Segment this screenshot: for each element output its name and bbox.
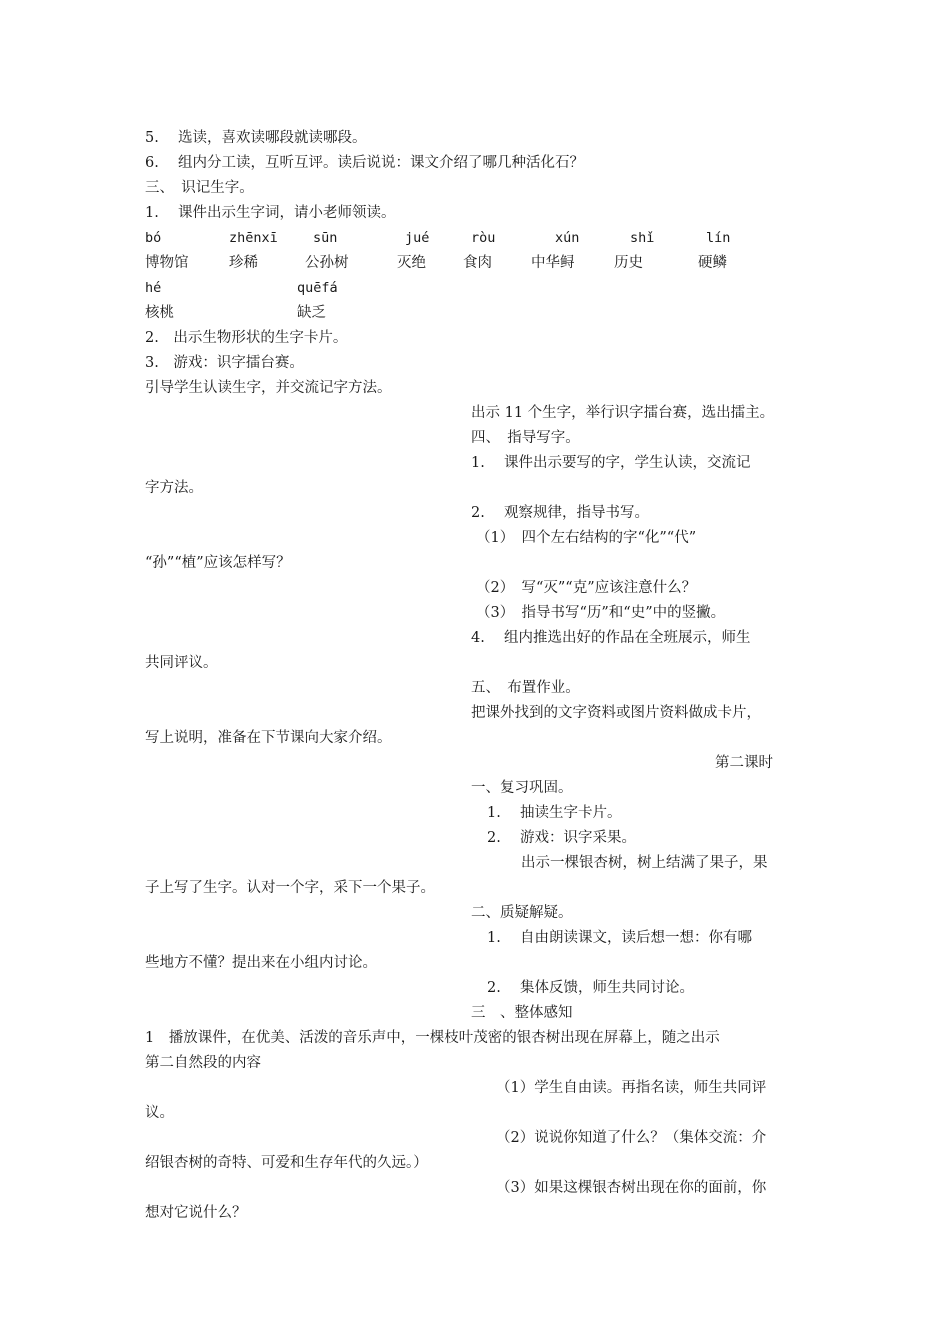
pinyin: jué — [405, 230, 430, 246]
section-heading: 二、质疑解疑。 — [471, 905, 573, 921]
text-line: 出示 11 个生字，举行识字擂台赛，选出擂主。 — [471, 405, 775, 421]
pinyin: bó — [145, 230, 162, 246]
text-line: 1. 课件出示生字词，请小老师领读。 — [145, 205, 396, 221]
vocab-word: 食肉 — [463, 255, 492, 271]
section-heading: 四、 指导写字。 — [471, 430, 580, 446]
pinyin: zhēnxī — [229, 230, 278, 246]
text-line: 6. 组内分工读，互听互评。读后说说：课文介绍了哪几种活化石？ — [145, 155, 584, 171]
text-line: （1）学生自由读。再指名读，师生共同评 — [496, 1080, 767, 1096]
text-line: 2. 出示生物形状的生字卡片。 — [145, 330, 348, 346]
vocab-word: 灭绝 — [397, 255, 426, 271]
text-line: 5. 选读，喜欢读哪段就读哪段。 — [145, 130, 367, 146]
text-line: 4. 组内推选出好的作品在全班展示，师生 — [471, 630, 751, 646]
text-line: （2）说说你知道了什么？（集体交流：介 — [496, 1130, 767, 1146]
pinyin: xún — [555, 230, 580, 246]
text-line: 1 播放课件，在优美、活泼的音乐声中，一棵枝叶茂密的银杏树出现在屏幕上，随之出示 — [145, 1030, 720, 1046]
text-line: 1. 课件出示要写的字，学生认读，交流记 — [471, 455, 751, 471]
text-line: （1） 四个左右结构的字“化”“代” — [476, 530, 697, 546]
vocab-word: 缺乏 — [297, 305, 326, 321]
section-heading: 一、复习巩固。 — [471, 780, 573, 796]
pinyin: ròu — [471, 230, 496, 246]
text-line: 2. 游戏：识字采果。 — [487, 830, 636, 846]
text-line: 共同评议。 — [145, 655, 218, 671]
text-line: “孙”“植”应该怎样写？ — [145, 555, 291, 571]
text-line: 把课外找到的文字资料或图片资料做成卡片， — [471, 705, 761, 721]
section-heading: 三、 识记生字。 — [145, 180, 254, 196]
vocab-word: 珍稀 — [229, 255, 258, 271]
text-line: （2） 写“灭”“克”应该注意什么？ — [476, 580, 697, 596]
text-line: 些地方不懂？提出来在小组内讨论。 — [145, 955, 377, 971]
section-heading: 三 、整体感知 — [471, 1005, 573, 1021]
text-line: 1. 自由朗读课文，读后想一想：你有哪 — [487, 930, 752, 946]
text-line: 议。 — [145, 1105, 174, 1121]
text-line: 3. 游戏：识字擂台赛。 — [145, 355, 304, 371]
text-line: （3） 指导书写“历”和“史”中的竖撇。 — [476, 605, 726, 621]
text-line: 1. 抽读生字卡片。 — [487, 805, 622, 821]
text-line: 写上说明，准备在下节课向大家介绍。 — [145, 730, 392, 746]
text-line: 引导学生认读生字，并交流记字方法。 — [145, 380, 392, 396]
vocab-word: 核桃 — [145, 305, 174, 321]
section-heading: 五、 布置作业。 — [471, 680, 580, 696]
pinyin: lín — [706, 230, 731, 246]
vocab-word: 历史 — [614, 255, 643, 271]
text-line: 想对它说什么？ — [145, 1205, 247, 1221]
text-line: 绍银杏树的奇特、可爱和生存年代的久远。） — [145, 1155, 428, 1171]
text-line: 出示一棵银杏树，树上结满了果子，果 — [521, 855, 768, 871]
pinyin: quēfá — [297, 280, 338, 296]
text-line: 2. 集体反馈，师生共同讨论。 — [487, 980, 694, 996]
text-line: 子上写了生字。认对一个字，采下一个果子。 — [145, 880, 435, 896]
text-line: （3）如果这棵银杏树出现在你的面前，你 — [496, 1180, 767, 1196]
pinyin: sūn — [313, 230, 338, 246]
pinyin: shǐ — [630, 230, 655, 246]
vocab-word: 中华鲟 — [531, 255, 575, 271]
vocab-word: 硬鳞 — [698, 255, 727, 271]
text-line: 字方法。 — [145, 480, 203, 496]
vocab-word: 公孙树 — [305, 255, 349, 271]
lesson-title: 第二课时 — [715, 755, 773, 771]
pinyin: hé — [145, 280, 162, 296]
text-line: 2. 观察规律，指导书写。 — [471, 505, 649, 521]
vocab-word: 博物馆 — [145, 255, 189, 271]
text-line: 第二自然段的内容 — [145, 1055, 261, 1071]
